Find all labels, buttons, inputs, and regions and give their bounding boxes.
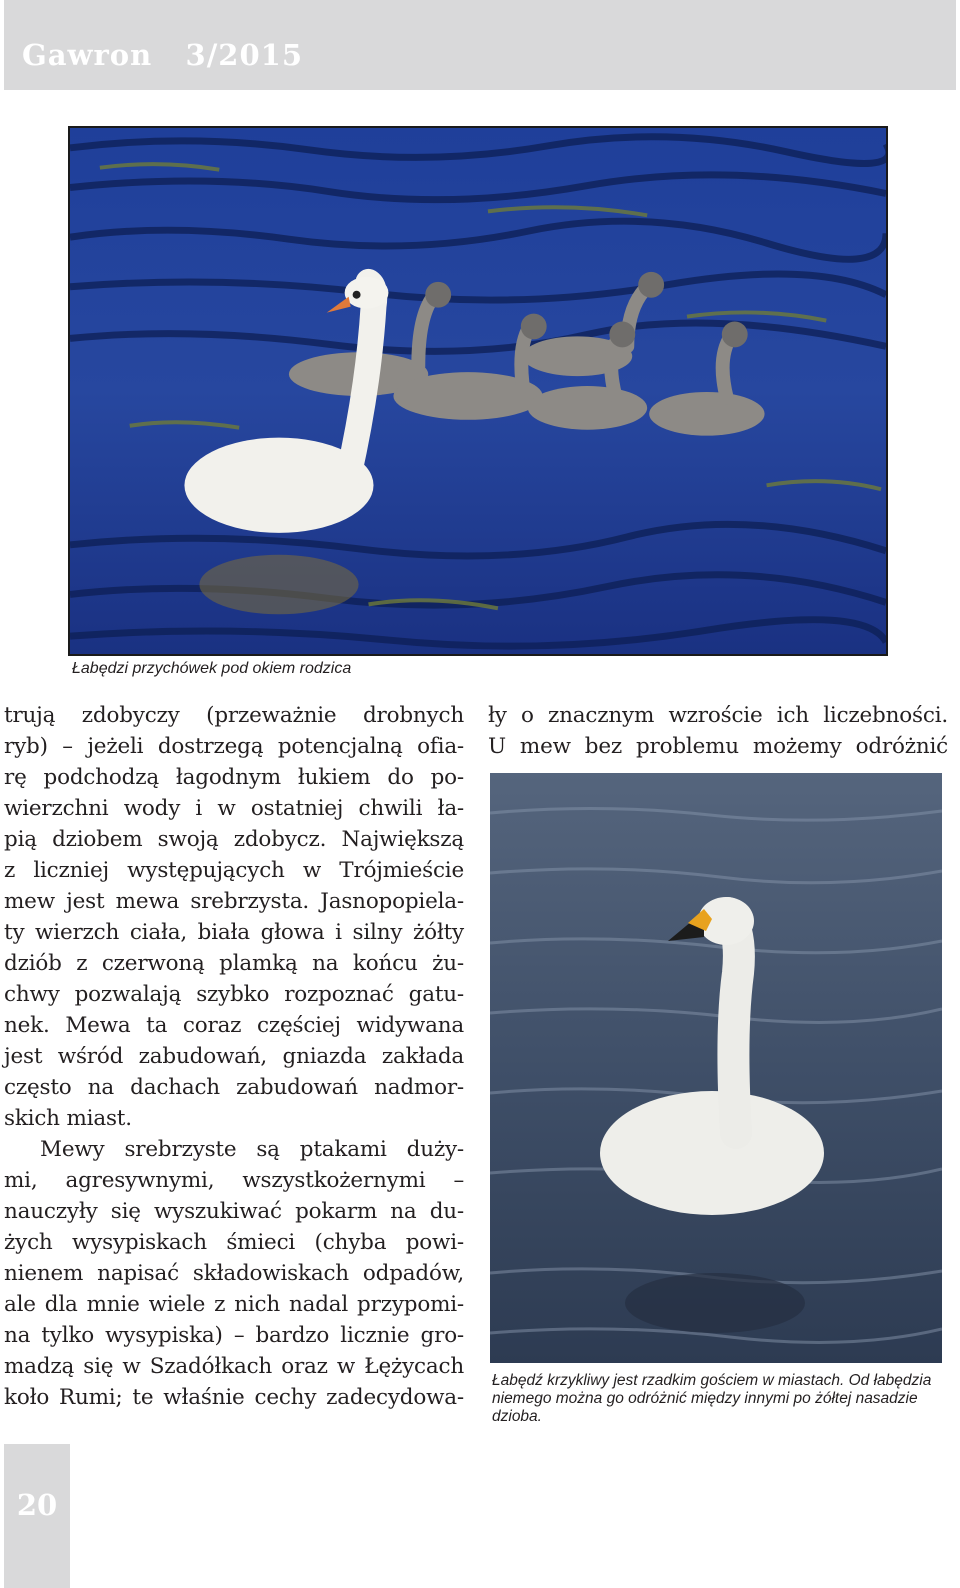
text-line: trują zdobyczy (przeważnie drobnych (4, 703, 464, 728)
text-line: chwy pozwalają szybko rozpoznać gatu- (4, 982, 464, 1007)
article-right-column (488, 700, 948, 762)
page-number: 20 (16, 1488, 58, 1522)
text-line: nienem napisać składowiskach odpadów, (4, 1261, 464, 1286)
text-line: dziób z czerwoną plamką na końcu żu- (4, 951, 464, 976)
text-line: pią dziobem swoją zdobycz. Największą (4, 827, 464, 852)
whooper-swan-image (490, 773, 942, 1363)
right-photo-caption: Łabędź krzykliwy jest rzadkim gościem w miastach. Od łabędzia niemego można go odróżnić między innymi po żółtej nasadzie dzioba. (492, 1372, 932, 1425)
text-line: z liczniej występujących w Trójmieście (4, 858, 464, 883)
magazine-title: Gawron 3/2015 (22, 38, 303, 72)
whooper-swan-photo (490, 773, 942, 1363)
text-line: mew jest mewa srebrzysta. Jasnopopiela- (4, 889, 464, 914)
text-line: ale dla mnie wiele z nich nadal przypomi- (4, 1292, 464, 1317)
top-photo-caption: Łabędzi przychówek pod okiem rodzica (72, 660, 352, 677)
swan-family-photo (68, 126, 888, 656)
text-line: nek. Mewa ta coraz częściej widywana (4, 1013, 464, 1038)
text-line: Mewy srebrzyste są ptakami duży- (40, 1137, 464, 1162)
text-line: wierzchni wody i w ostatniej chwili ła- (4, 796, 464, 821)
text-line: rę podchodzą łagodnym łukiem do po- (4, 765, 464, 790)
text-line: ty wierzch ciała, biała głowa i silny żółty (4, 920, 464, 945)
text-line: mi, agresywnymi, wszystkożernymi – (4, 1168, 464, 1193)
text-line: żych wysypiskach śmieci (chyba powi- (4, 1230, 464, 1255)
swan-family-image (70, 128, 886, 654)
text-line: koło Rumi; te właśnie cechy zadecydowa- (4, 1385, 464, 1410)
text-line: madzą się w Szadółkach oraz w Łężycach (4, 1354, 464, 1379)
text-line: skich miast. (4, 1106, 132, 1131)
article-left-column (4, 700, 464, 1413)
text-line: często na dachach zabudowań nadmor- (4, 1075, 464, 1100)
text-line: na tylko wysypiska) – bardzo licznie gro- (4, 1323, 464, 1348)
header-band (4, 0, 956, 90)
text-line: jest wśród zabudowań, gniazda zakłada (4, 1044, 464, 1069)
text-line: ryb) – jeżeli dostrzegą potencjalną ofia- (4, 734, 464, 759)
text-line: U mew bez problemu możemy odróżnić (488, 734, 948, 759)
text-line: ły o znacznym wzroście ich liczebności. (488, 703, 948, 728)
text-line: nauczyły się wyszukiwać pokarm na du- (4, 1199, 464, 1224)
page-number-box (4, 1444, 70, 1588)
